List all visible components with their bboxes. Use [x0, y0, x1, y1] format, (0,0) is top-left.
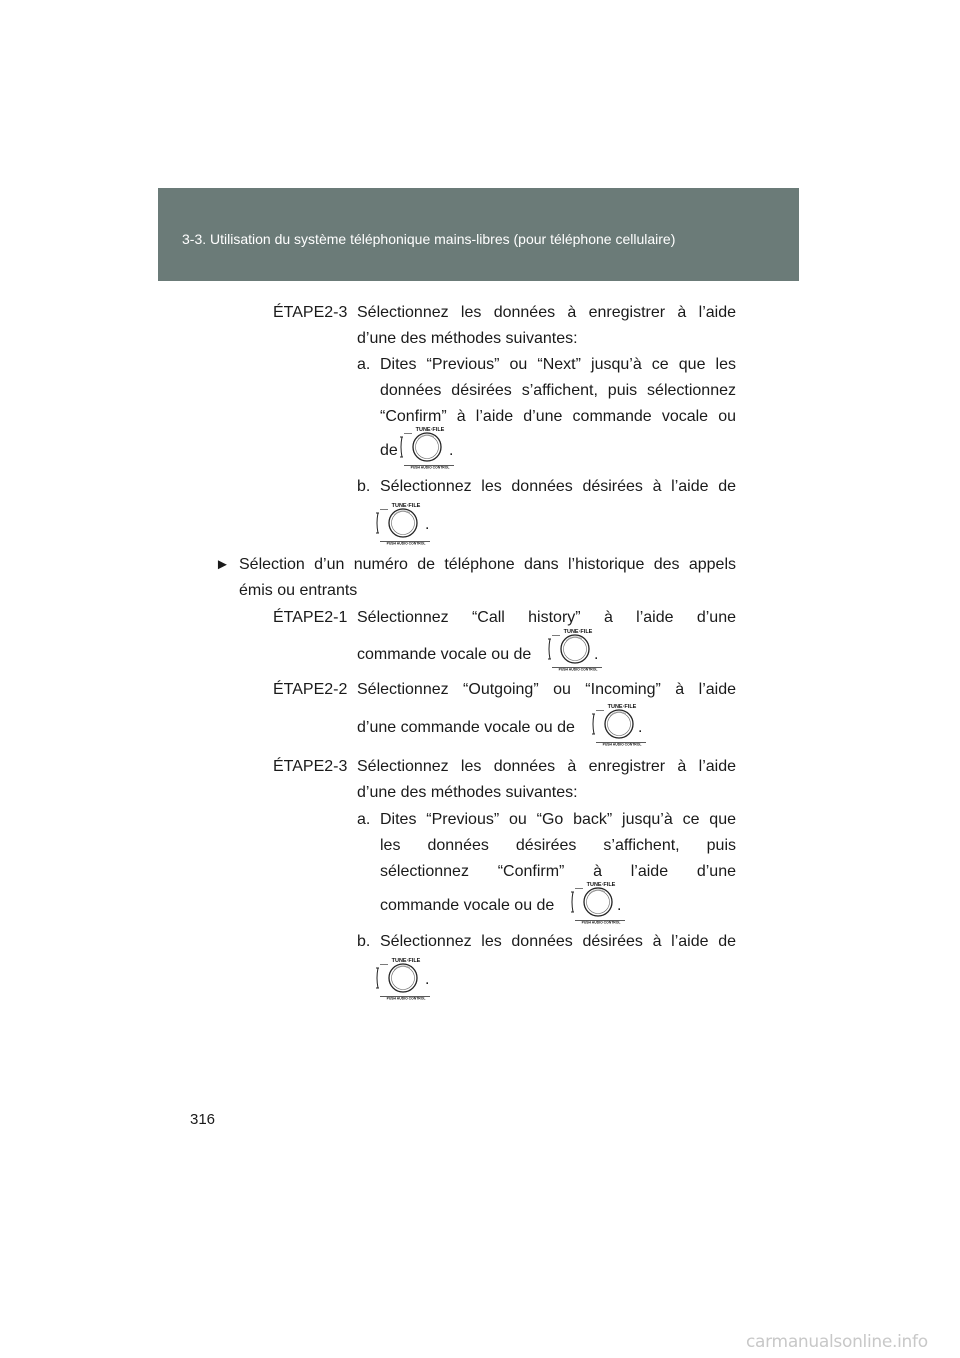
period: .	[425, 971, 430, 988]
list-marker: a.	[357, 356, 371, 373]
period: .	[638, 719, 643, 736]
step-text: commande vocale ou de	[357, 646, 532, 663]
period: .	[594, 646, 599, 663]
step-label: ÉTAPE2-1	[273, 609, 348, 626]
step-text: d’une des méthodes suivantes:	[357, 784, 578, 801]
list-item-text: “Confirm” à l’aide d’une commande vocale ou	[380, 408, 736, 425]
step-text: Sélectionnez “Outgoing” ou “Incoming” à l’aide	[357, 681, 736, 698]
step-text: d’une des méthodes suivantes:	[357, 330, 578, 347]
watermark: carmanualsonline.info	[746, 1332, 928, 1352]
list-item-text: les données désirées s’affichent, puis	[380, 837, 736, 854]
section-title: Sélection d’un numéro de téléphone dans l’historique des appels	[239, 556, 736, 573]
period: .	[617, 897, 622, 914]
step-label: ÉTAPE2-3	[273, 304, 348, 321]
page-number: 316	[190, 1111, 216, 1128]
list-marker: a.	[357, 811, 371, 828]
list-item-text: Dites “Previous” ou “Next” jusqu’à ce que les	[380, 356, 736, 373]
step-text: d’une commande vocale ou de	[357, 719, 575, 736]
breadcrumb: 3-3. Utilisation du système téléphonique mains-libres (pour téléphone cellulaire)	[182, 231, 676, 247]
tune-file-knob-icon	[374, 501, 432, 545]
list-item-text: sélectionnez “Confirm” à l’aide d’une	[380, 863, 736, 880]
step-text: Sélectionnez les données à enregistrer à l’aide	[357, 304, 736, 321]
step-label: ÉTAPE2-2	[273, 681, 348, 698]
period: .	[425, 516, 430, 533]
bullet-arrow-icon: ►	[215, 556, 230, 573]
period: .	[449, 442, 454, 459]
list-item-text: commande vocale ou de	[380, 897, 555, 914]
list-item-text: Dites “Previous” ou “Go back” jusqu’à ce que	[380, 811, 736, 828]
list-marker: b.	[357, 478, 371, 495]
list-item-text: données désirées s’affichent, puis sélectionnez	[380, 382, 736, 399]
tune-file-knob-icon	[374, 956, 432, 1000]
step-text: Sélectionnez les données à enregistrer à l’aide	[357, 758, 736, 775]
section-title: émis ou entrants	[239, 582, 358, 599]
list-marker: b.	[357, 933, 371, 950]
step-label: ÉTAPE2-3	[273, 758, 348, 775]
list-item-text: Sélectionnez les données désirées à l’aide de	[380, 933, 736, 950]
list-item-text: de	[380, 442, 398, 459]
tune-file-knob-icon	[398, 425, 456, 469]
list-item-text: Sélectionnez les données désirées à l’aide de	[380, 478, 736, 495]
step-text: Sélectionnez “Call history” à l’aide d’une	[357, 609, 736, 626]
chapter-header	[158, 188, 799, 281]
